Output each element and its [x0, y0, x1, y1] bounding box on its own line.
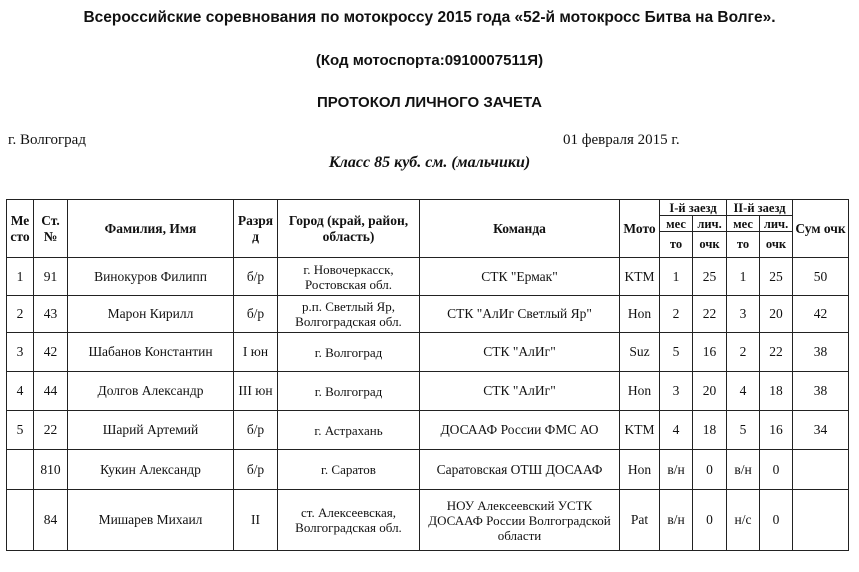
table-row — [7, 490, 849, 551]
header-race-1-place: мес — [660, 216, 693, 232]
cell-place: 3 — [7, 333, 34, 372]
header-start-number: Ст. № — [34, 200, 68, 258]
cell-sum — [793, 490, 849, 551]
cell-sum: 34 — [793, 411, 849, 450]
cell-r2-points: 0 — [760, 450, 793, 490]
cell-city: г. Астрахань — [278, 411, 420, 450]
cell-r1-place: 3 — [660, 372, 693, 411]
cell-sum — [793, 450, 849, 490]
header-moto: Мото — [620, 200, 660, 258]
cell-place: 2 — [7, 296, 34, 333]
cell-r1-place: 5 — [660, 333, 693, 372]
motorsport-code: (Код мотоспорта:0910007511Я) — [315, 52, 544, 69]
cell-sum: 38 — [793, 333, 849, 372]
cell-start-number: 22 — [34, 411, 68, 450]
cell-place: 4 — [7, 372, 34, 411]
cell-team: СТК "АлИг" — [420, 333, 620, 372]
cell-start-number: 43 — [34, 296, 68, 333]
cell-name: Мишарев Михаил — [68, 490, 234, 551]
table-row — [7, 411, 849, 450]
cell-place — [7, 490, 34, 551]
header-race-2-place: мес — [727, 216, 760, 232]
header-team: Команда — [420, 200, 620, 258]
cell-name: Шабанов Константин — [68, 333, 234, 372]
cell-r2-place: 5 — [727, 411, 760, 450]
table-row — [7, 450, 849, 490]
cell-start-number: 810 — [34, 450, 68, 490]
cell-name: Марон Кирилл — [68, 296, 234, 333]
cell-city: р.п. Светлый Яр, Волгоградская обл. — [278, 296, 420, 333]
cell-moto: KTM — [620, 411, 660, 450]
cell-team: НОУ Алексеевский УСТК ДОСААФ России Волгоградской области — [420, 490, 620, 551]
cell-city: г. Новочеркасск, Ростовская обл. — [278, 258, 420, 296]
cell-r1-points: 0 — [693, 490, 727, 551]
cell-sum: 50 — [793, 258, 849, 296]
cell-r1-place: в/н — [660, 450, 693, 490]
cell-r1-points: 25 — [693, 258, 727, 296]
cell-r1-place: в/н — [660, 490, 693, 551]
cell-moto: Pat — [620, 490, 660, 551]
header-place: Место — [7, 200, 34, 258]
cell-rank: б/р — [234, 258, 278, 296]
cell-team: СТК "Ермак" — [420, 258, 620, 296]
cell-team: СТК "АлИг" — [420, 372, 620, 411]
cell-r1-place: 4 — [660, 411, 693, 450]
cell-r2-points: 0 — [760, 490, 793, 551]
header-race-1-points: лич. — [693, 216, 727, 232]
cell-r2-place: н/с — [727, 490, 760, 551]
cell-moto: Suz — [620, 333, 660, 372]
cell-team: Саратовская ОТШ ДОСААФ — [420, 450, 620, 490]
cell-r1-points: 0 — [693, 450, 727, 490]
event-date: 01 февраля 2015 г. — [563, 132, 680, 148]
cell-city: ст. Алексеевская, Волгоградская обл. — [278, 490, 420, 551]
protocol-heading: ПРОТОКОЛ ЛИЧНОГО ЗАЧЕТА — [316, 94, 543, 111]
cell-team: ДОСААФ России ФМС АО — [420, 411, 620, 450]
cell-r2-place: 3 — [727, 296, 760, 333]
cell-city: г. Саратов — [278, 450, 420, 490]
header-race-1-points-cont: очк — [693, 232, 727, 258]
cell-r2-points: 18 — [760, 372, 793, 411]
cell-start-number: 44 — [34, 372, 68, 411]
cell-place — [7, 450, 34, 490]
event-city: г. Волгоград — [8, 132, 86, 148]
cell-r1-points: 20 — [693, 372, 727, 411]
header-sum: Сум очк — [793, 200, 849, 258]
header-race-2: II-й заезд — [727, 200, 793, 216]
cell-place: 1 — [7, 258, 34, 296]
table-row — [7, 258, 849, 296]
cell-name: Шарий Артемий — [68, 411, 234, 450]
cell-moto: KTM — [620, 258, 660, 296]
cell-rank: б/р — [234, 296, 278, 333]
cell-sum: 38 — [793, 372, 849, 411]
header-name: Фамилия, Имя — [68, 200, 234, 258]
header-city: Город (край, район, область) — [278, 200, 420, 258]
cell-r2-points: 20 — [760, 296, 793, 333]
cell-team: СТК "АлИг Светлый Яр" — [420, 296, 620, 333]
cell-r2-place: 2 — [727, 333, 760, 372]
cell-rank: III юн — [234, 372, 278, 411]
document-title: Всероссийские соревнования по мотокроссу 2015 года «52-й мотокросс Битва на Волге». — [83, 9, 776, 26]
cell-start-number: 84 — [34, 490, 68, 551]
table-row — [7, 333, 849, 372]
cell-moto: Hon — [620, 296, 660, 333]
cell-r2-place: в/н — [727, 450, 760, 490]
cell-rank: I юн — [234, 333, 278, 372]
cell-city: г. Волгоград — [278, 333, 420, 372]
cell-start-number: 42 — [34, 333, 68, 372]
header-race-1: I-й заезд — [660, 200, 727, 216]
cell-sum: 42 — [793, 296, 849, 333]
cell-r1-points: 18 — [693, 411, 727, 450]
cell-rank: б/р — [234, 450, 278, 490]
cell-moto: Hon — [620, 372, 660, 411]
cell-moto: Hon — [620, 450, 660, 490]
cell-r2-place: 4 — [727, 372, 760, 411]
header-race-2-place-cont: то — [727, 232, 760, 258]
cell-rank: II — [234, 490, 278, 551]
cell-r1-points: 16 — [693, 333, 727, 372]
cell-r1-place: 1 — [660, 258, 693, 296]
cell-r2-points: 25 — [760, 258, 793, 296]
cell-r2-points: 16 — [760, 411, 793, 450]
cell-name: Кукин Александр — [68, 450, 234, 490]
table-row — [7, 296, 849, 333]
class-heading: Класс 85 куб. см. (мальчики) — [328, 154, 531, 171]
cell-name: Долгов Александр — [68, 372, 234, 411]
cell-place: 5 — [7, 411, 34, 450]
cell-city: г. Волгоград — [278, 372, 420, 411]
cell-r2-place: 1 — [727, 258, 760, 296]
header-race-2-points: лич. — [760, 216, 793, 232]
cell-name: Винокуров Филипп — [68, 258, 234, 296]
results-table — [6, 199, 849, 551]
cell-r2-points: 22 — [760, 333, 793, 372]
header-race-1-place-cont: то — [660, 232, 693, 258]
cell-r1-points: 22 — [693, 296, 727, 333]
cell-start-number: 91 — [34, 258, 68, 296]
header-rank: Разряд — [234, 200, 278, 258]
table-row — [7, 372, 849, 411]
header-race-2-points-cont: очк — [760, 232, 793, 258]
cell-r1-place: 2 — [660, 296, 693, 333]
cell-rank: б/р — [234, 411, 278, 450]
